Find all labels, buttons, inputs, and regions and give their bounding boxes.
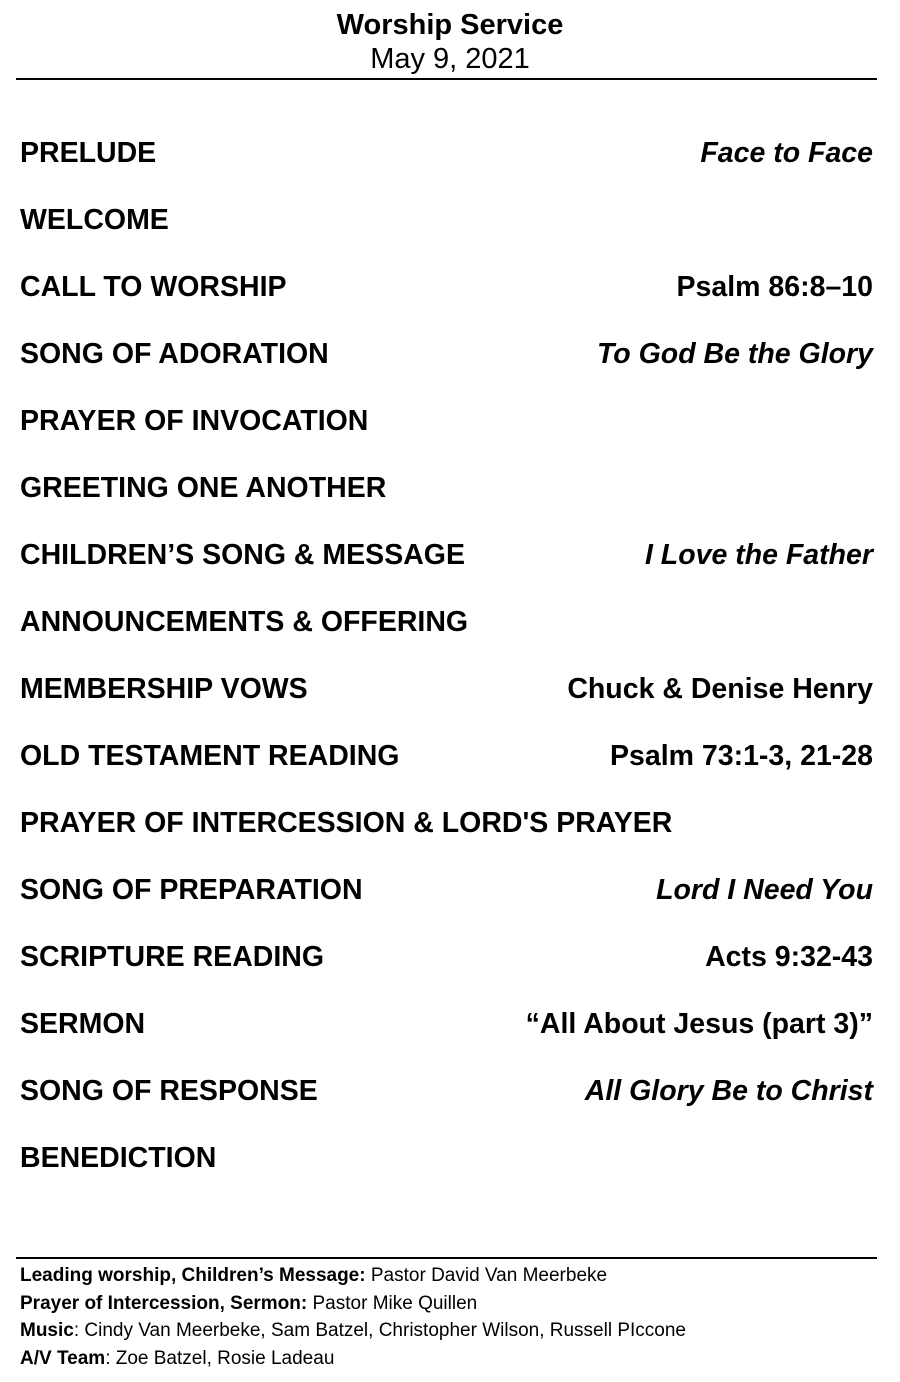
order-of-service (20, 133, 873, 1205)
service-item-detail: Acts 9:32-43 (705, 941, 873, 973)
service-item-detail: Psalm 86:8–10 (676, 271, 873, 303)
service-item-name: BENEDICTION (20, 1142, 217, 1174)
header-divider (16, 78, 877, 80)
credit-line (20, 1262, 880, 1290)
service-item-name: MEMBERSHIP VOWS (20, 673, 308, 705)
service-item-detail: “All About Jesus (part 3)” (525, 1008, 873, 1040)
footer-divider (16, 1257, 877, 1259)
service-item-name: SONG OF PREPARATION (20, 874, 363, 906)
credit-role: A/V Team (20, 1348, 106, 1370)
service-item-name: CHILDREN’S SONG & MESSAGE (20, 539, 465, 571)
service-item-name: ANNOUNCEMENTS & OFFERING (20, 606, 469, 638)
service-item-row (20, 1004, 873, 1071)
service-item-row (20, 870, 873, 937)
service-item-row (20, 1071, 873, 1138)
service-title: Worship Service (336, 9, 564, 41)
credit-line (20, 1345, 880, 1373)
service-item-detail: Psalm 73:1-3, 21-28 (610, 740, 873, 772)
service-item-name: SONG OF RESPONSE (20, 1075, 318, 1107)
service-item-row (20, 535, 873, 602)
service-item-detail: Face to Face (700, 137, 873, 169)
service-item-row (20, 133, 873, 200)
service-item-row (20, 736, 873, 803)
service-item-row (20, 803, 873, 870)
service-item-name: SONG OF ADORATION (20, 338, 329, 370)
credit-role: Music (20, 1320, 74, 1342)
service-item-name: SCRIPTURE READING (20, 941, 325, 973)
service-item-name: PRAYER OF INTERCESSION & LORD'S PRAYER (20, 807, 673, 839)
service-item-row (20, 602, 873, 669)
service-credits (20, 1262, 880, 1373)
service-item-row (20, 401, 873, 468)
service-item-row (20, 334, 873, 401)
credit-line (20, 1317, 880, 1345)
credit-names: Pastor David Van Meerbeke (365, 1265, 608, 1286)
credit-line (20, 1290, 880, 1318)
service-item-row (20, 200, 873, 267)
credit-names: : Cindy Van Meerbeke, Sam Batzel, Christopher Wilson, Russell PIccone (73, 1320, 686, 1342)
service-item-name: GREETING ONE ANOTHER (20, 472, 387, 504)
service-date: May 9, 2021 (370, 43, 530, 75)
service-item-name: OLD TESTAMENT READING (20, 740, 400, 772)
service-item-detail: Lord I Need You (656, 874, 873, 906)
credit-role: Prayer of Intercession, Sermon: (20, 1292, 308, 1314)
service-item-row (20, 468, 873, 535)
service-item-name: PRELUDE (20, 137, 157, 169)
service-item-detail: All Glory Be to Christ (584, 1075, 873, 1107)
credit-names: : Zoe Batzel, Rosie Ladeau (105, 1348, 335, 1370)
service-item-row (20, 267, 873, 334)
service-item-name: WELCOME (20, 204, 169, 236)
service-item-row (20, 937, 873, 1004)
service-item-detail: Chuck & Denise Henry (567, 673, 873, 705)
credit-role: Leading worship, Children’s Message: (20, 1265, 366, 1286)
service-item-row (20, 669, 873, 736)
service-item-name: SERMON (20, 1008, 146, 1040)
service-item-name: PRAYER OF INVOCATION (20, 405, 369, 437)
service-item-name: CALL TO WORSHIP (20, 271, 287, 303)
credit-names: Pastor Mike Quillen (307, 1292, 478, 1314)
bulletin-header (0, 8, 900, 76)
service-item-row (20, 1138, 873, 1205)
service-item-detail: To God Be the Glory (596, 338, 873, 370)
service-item-detail: I Love the Father (644, 539, 873, 571)
